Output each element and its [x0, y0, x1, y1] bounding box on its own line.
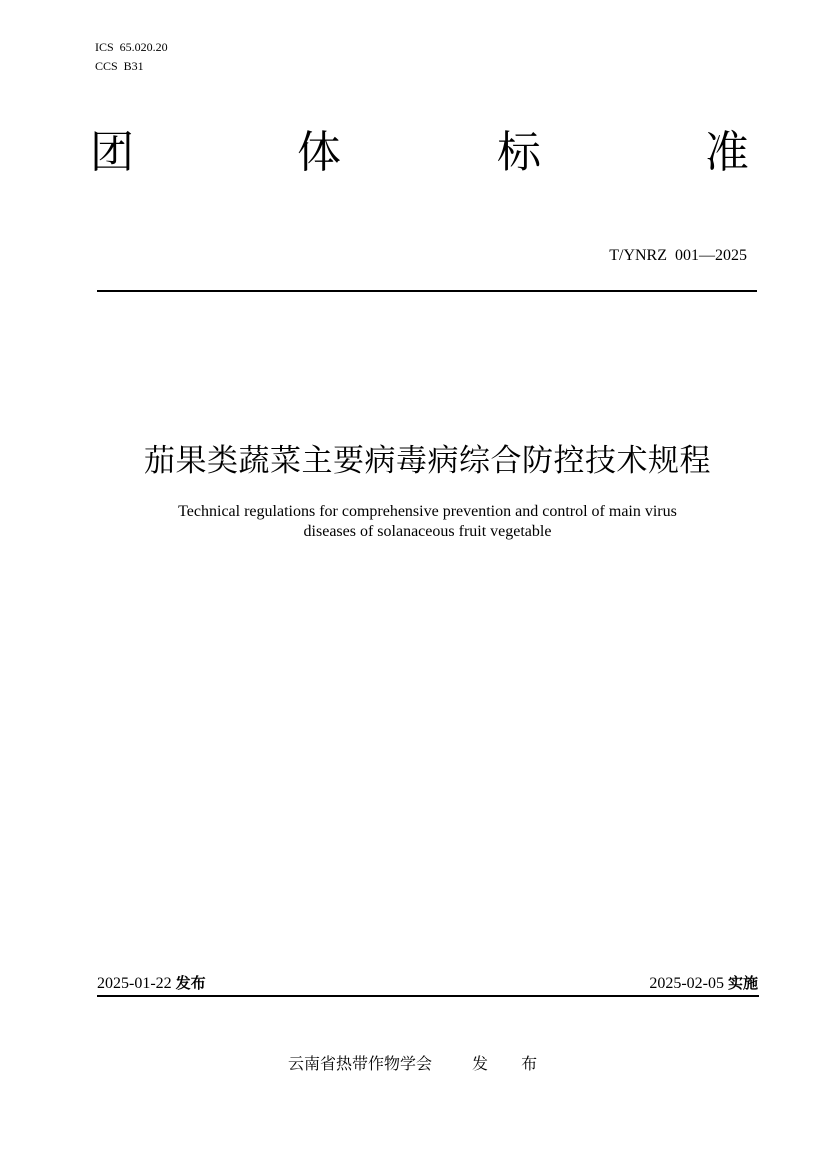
chinese-title: 茄果类蔬菜主要病毒病综合防控技术规程 — [144, 443, 711, 479]
implement-date-block — [649, 973, 758, 994]
ccs-code: CCS B31 — [95, 59, 144, 73]
publisher-line — [288, 1054, 551, 1074]
ics-code: ICS 65.020.20 — [95, 40, 168, 54]
english-title — [60, 502, 795, 542]
english-title-line-2: diseases of solanaceous fruit vegetable — [303, 523, 552, 540]
header-char-2: 体 — [297, 127, 341, 178]
publisher-name: 云南省热带作物学会 — [288, 1054, 433, 1073]
bottom-divider — [97, 995, 759, 997]
header-char-1: 团 — [90, 127, 134, 178]
issue-date-block — [97, 973, 206, 994]
implement-date: 2025-02-05 — [649, 975, 724, 992]
standard-number: T/YNRZ 001—2025 — [609, 247, 747, 264]
publish-label: 发 布 — [472, 1054, 552, 1073]
header-char-3: 标 — [497, 127, 541, 178]
english-title-line-1: Technical regulations for comprehensive prevention and control of main virus — [178, 503, 677, 520]
issue-date: 2025-01-22 — [97, 975, 172, 992]
top-divider — [97, 290, 757, 292]
implement-label: 实施 — [727, 974, 758, 992]
header-char-4: 准 — [705, 127, 749, 178]
issue-label: 发布 — [175, 974, 206, 992]
